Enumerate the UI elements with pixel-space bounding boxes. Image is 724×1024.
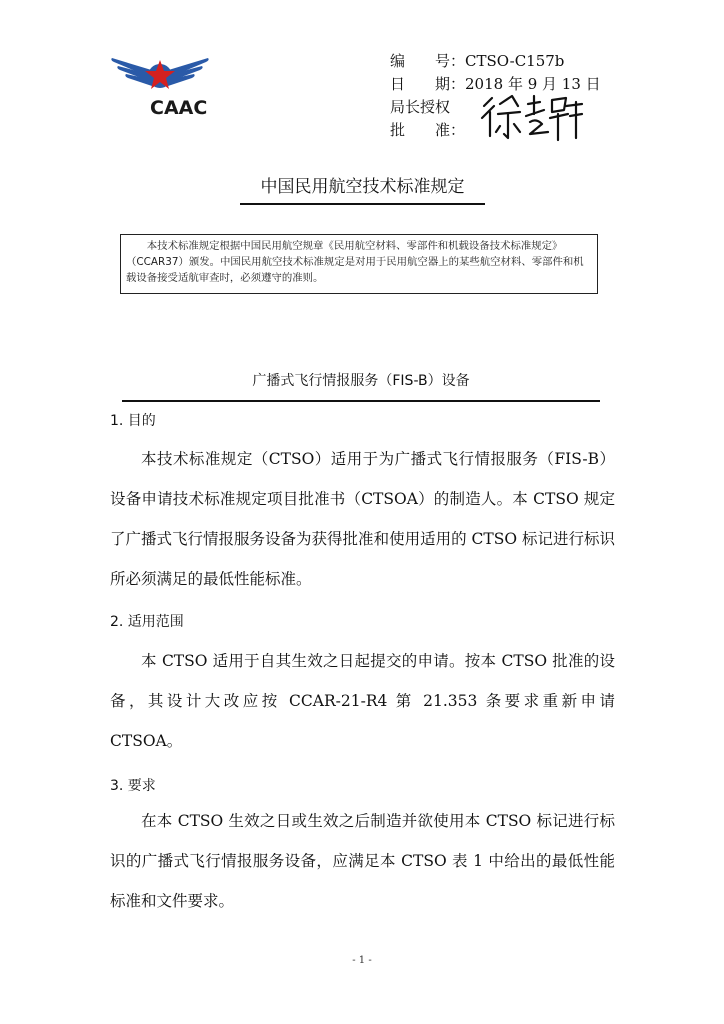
- page-number: - 1 -: [352, 955, 372, 966]
- section-body-scope: [110, 641, 615, 761]
- meta-date-label: 日 期：: [390, 75, 466, 93]
- meta-auth-label: 局长授权: [390, 98, 451, 116]
- notice-text: 本技术标准规定根据中国民用航空规章《民用航空材料、零部件和机载设备技术标准规定》（CCAR37）颁发。中国民用航空技术标准规定是对用于民用航空器上的某些航空材料、零部件和机载设备接受适航审查时，必须遵守的准则。: [126, 240, 584, 284]
- notice-box: [120, 234, 598, 294]
- meta-number-value: CTSO-C157b: [465, 52, 565, 70]
- section-body-purpose: [110, 439, 615, 599]
- handwritten-signature: [478, 92, 588, 144]
- section-heading-requirements: 3. 要求: [110, 778, 156, 794]
- meta-number-label: 编 号：: [390, 52, 466, 70]
- standard-title: 广播式飞行情报服务（FIS-B）设备: [122, 370, 600, 402]
- caac-logo-text: CAAC: [150, 97, 208, 119]
- meta-number-row: [390, 50, 601, 73]
- section-body-requirements: [110, 801, 615, 921]
- caac-wings-icon: [108, 50, 212, 98]
- section-paragraph: 本技术标准规定（CTSO）适用于为广播式飞行情报服务（FIS-B）设备申请技术标准规定项目批准书（CTSOA）的制造人。本 CTSO 规定了广播式飞行情报服务设备为获得批准和使用适用的 CTSO 标记进行标识所必须满足的最低性能标准。: [110, 450, 615, 588]
- section-heading-scope: 2. 适用范围: [110, 614, 184, 630]
- meta-date-value: 2018 年 9 月 13 日: [465, 75, 601, 93]
- section-heading-purpose: 1. 目的: [110, 413, 156, 429]
- caac-logo: [108, 50, 212, 120]
- section-paragraph: 在本 CTSO 生效之日或生效之后制造并欲使用本 CTSO 标记进行标识的广播式飞行情报服务设备，应满足本 CTSO 表 1 中给出的最低性能标准和文件要求。: [110, 812, 615, 910]
- page-title: 中国民用航空技术标准规定: [240, 172, 485, 205]
- section-paragraph: 本 CTSO 适用于自其生效之日起提交的申请。按本 CTSO 批准的设备，其设计大改应按 CCAR-21-R4 第 21.353 条要求重新申请 CTSOA。: [110, 652, 615, 750]
- meta-approve-label: 批 准：: [390, 121, 466, 139]
